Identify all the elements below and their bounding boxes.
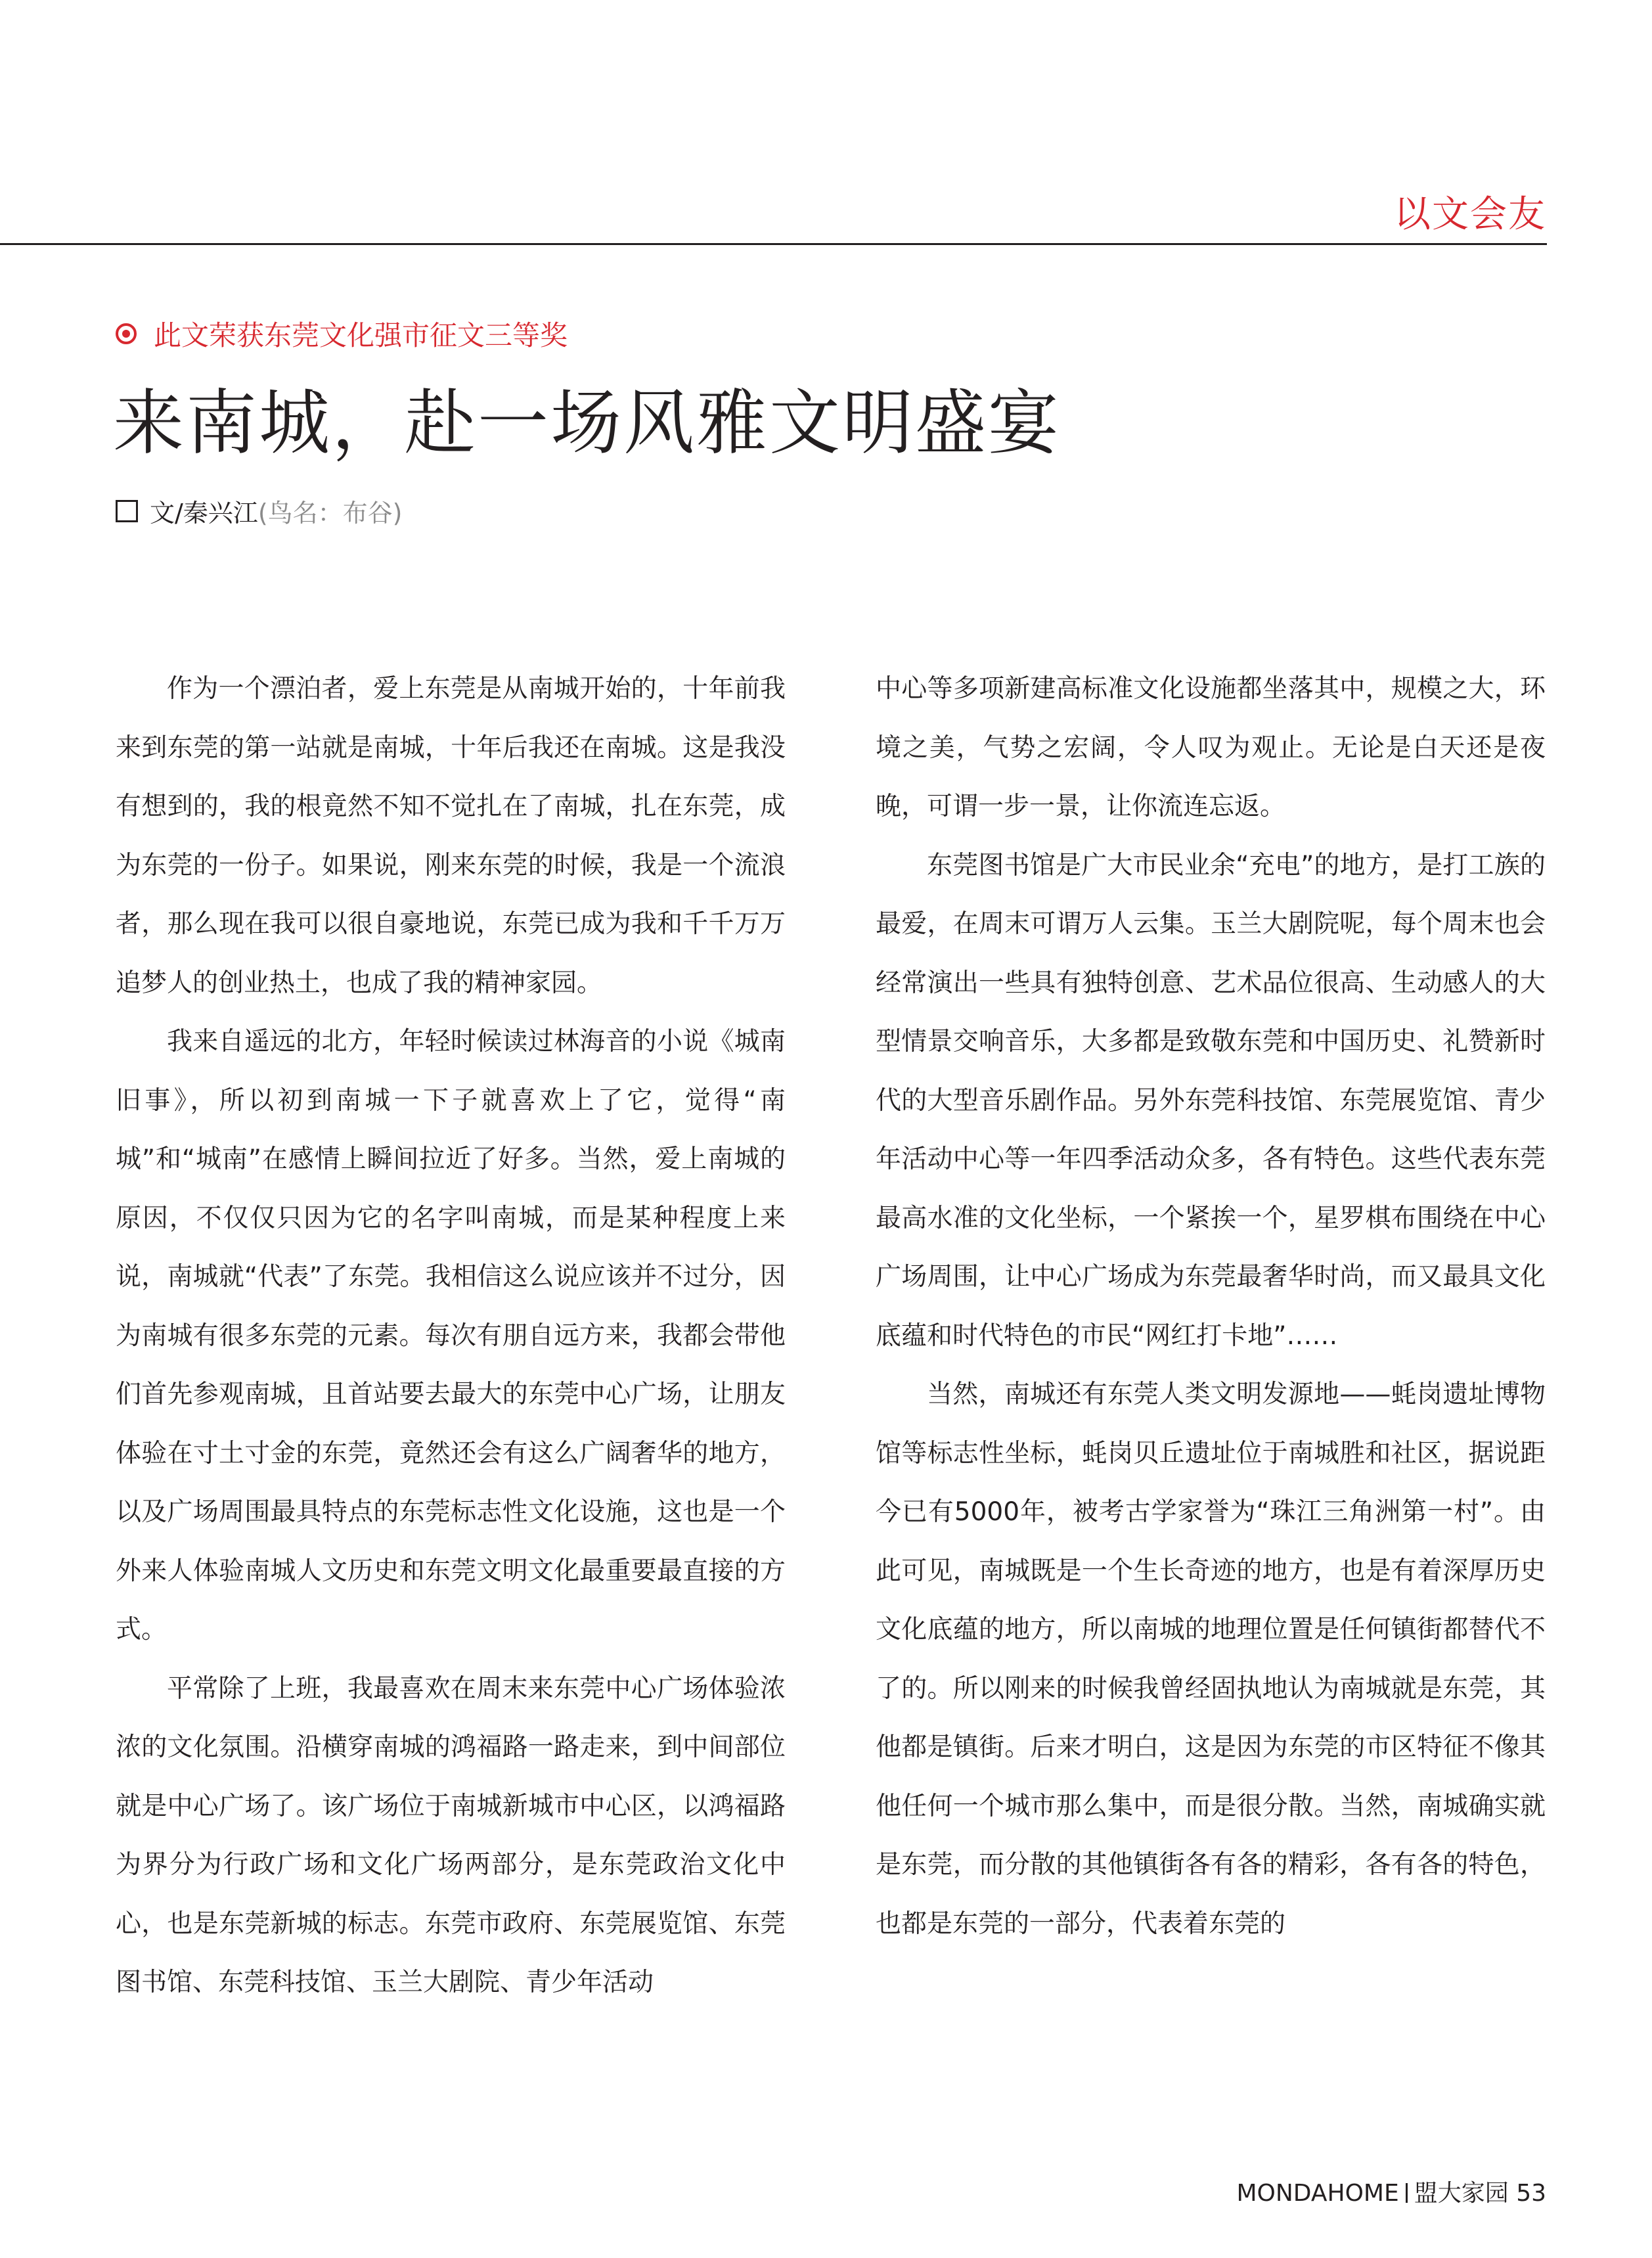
footer-magazine: 盟大家园 bbox=[1414, 2180, 1509, 2207]
paragraph-continuation: 中心等多项新建高标准文化设施都坐落其中，规模之大，环境之美，气势之宏阔，令人叹为观止。无论是白天还是夜晚，可谓一步一景，让你流连忘返。 bbox=[876, 674, 1546, 821]
article-title: 来南城，赴一场风雅文明盛宴 bbox=[113, 382, 1061, 464]
right-column bbox=[876, 660, 1546, 1953]
square-outline-icon bbox=[116, 500, 138, 522]
paragraph: 作为一个漂泊者，爱上东莞是从南城开始的，十年前我来到东莞的第一站就是南城，十年后我还在南城。这是我没有想到的，我的根竟然不知不觉扎在了南城，扎在东莞，成为东莞的一份子。如果说，刚来东莞的时候，我是一个流浪者，那么现在我可以很自豪地说，东莞已成为我和千千万万追梦人的创业热土，也成了我的精神家园。 bbox=[116, 674, 786, 998]
paragraph: 我来自遥远的北方，年轻时候读过林海音的小说《城南旧事》，所以初到南城一下子就喜欢上了它，觉得“南城”和“城南”在感情上瞬间拉近了好多。当然，爱上南城的原因，不仅仅只因为它的名字叫南城，而是某种程度上来说，南城就“代表”了东莞。我相信这么说应该并不过分，因为南城有很多东莞的元素。每次有朋自远方来，我都会带他们首先参观南城，且首站要去最大的东莞中心广场，让朋友体验在寸土寸金的东莞，竟然还会有这么广阔奢华的地方，以及广场周围最具特点的东莞标志性文化设施，这也是一个外来人体验南城人文历史和东莞文明文化最重要最直接的方式。 bbox=[116, 1027, 786, 1644]
bullseye-icon bbox=[116, 323, 137, 344]
byline-alias: (鸟名：布谷) bbox=[257, 499, 403, 528]
byline-author: 文/秦兴江 bbox=[150, 499, 258, 528]
byline bbox=[116, 493, 402, 529]
footer-separator bbox=[1406, 2183, 1408, 2203]
section-label: 以文会友 bbox=[1394, 193, 1546, 236]
award-note bbox=[116, 314, 568, 353]
footer-brand: MONDAHOME bbox=[1236, 2180, 1399, 2207]
page-number: 53 bbox=[1516, 2180, 1546, 2207]
header-divider bbox=[0, 243, 1547, 245]
paragraph: 当然，南城还有东莞人类文明发源地——蚝岗遗址博物馆等标志性坐标，蚝岗贝丘遗址位于南城胜和社区，据说距今已有5000年，被考古学家誉为“珠江三角洲第一村”。由此可见，南城既是一个生长奇迹的地方，也是有着深厚历史文化底蕴的地方，所以南城的地理位置是任何镇街都替代不了的。所以刚来的时候我曾经固执地认为南城就是东莞，其他都是镇街。后来才明白，这是因为东莞的市区特征不像其他任何一个城市那么集中，而是很分散。当然，南城确实就是东莞，而分散的其他镇街各有各的精彩，各有各的特色，也都是东莞的一部分，代表着东莞的 bbox=[876, 1380, 1546, 1939]
left-column bbox=[116, 660, 786, 2012]
page-footer bbox=[1236, 2175, 1546, 2208]
paragraph: 东莞图书馆是广大市民业余“充电”的地方，是打工族的最爱，在周末可谓万人云集。玉兰大剧院呢，每个周末也会经常演出一些具有独特创意、艺术品位很高、生动感人的大型情景交响音乐，大多都是致敬东莞和中国历史、礼赞新时代的大型音乐剧作品。另外东莞科技馆、东莞展览馆、青少年活动中心等一年四季活动众多，各有特色。这些代表东莞最高水准的文化坐标，一个紧挨一个，星罗棋布围绕在中心广场周围，让中心广场成为东莞最奢华时尚，而又最具文化底蕴和时代特色的市民“网红打卡地”…… bbox=[876, 850, 1546, 1351]
paragraph: 平常除了上班，我最喜欢在周末来东莞中心广场体验浓浓的文化氛围。沿横穿南城的鸿福路一路走来，到中间部位就是中心广场了。该广场位于南城新城市中心区，以鸿福路为界分为行政广场和文化广场两部分，是东莞政治文化中心，也是东莞新城的标志。东莞市政府、东莞展览馆、东莞图书馆、东莞科技馆、玉兰大剧院、青少年活动 bbox=[116, 1673, 786, 1997]
award-text: 此文荣获东莞文化强市征文三等奖 bbox=[154, 319, 568, 351]
